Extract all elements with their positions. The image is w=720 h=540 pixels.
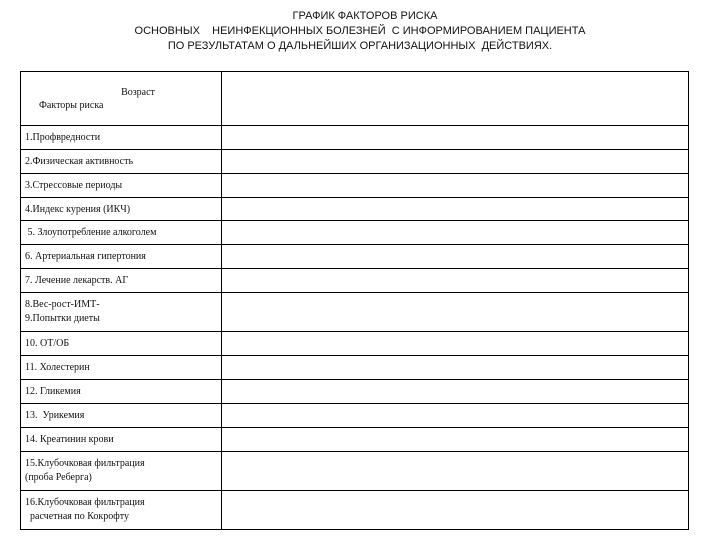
row-label: 5. Злоупотребление алкоголем xyxy=(21,221,222,245)
row-value-cell[interactable] xyxy=(222,491,689,530)
row-label: 11. Холестерин xyxy=(21,356,222,380)
row-value-cell[interactable] xyxy=(222,452,689,491)
row-value-cell[interactable] xyxy=(222,150,689,174)
table-row xyxy=(21,428,689,452)
row-label-secondary: (проба Реберга) xyxy=(25,472,92,483)
factors-label: Факторы риска xyxy=(39,99,104,111)
table-row xyxy=(21,380,689,404)
table-row xyxy=(21,332,689,356)
header-value-cell[interactable] xyxy=(222,72,689,126)
row-value-cell[interactable] xyxy=(222,428,689,452)
table-row xyxy=(21,491,689,530)
table-row xyxy=(21,269,689,293)
row-label: 12. Гликемия xyxy=(21,380,222,404)
row-label: 6. Артериальная гипертония xyxy=(21,245,222,269)
row-value-cell[interactable] xyxy=(222,293,689,332)
title-line-1: ГРАФИК ФАКТОРОВ РИСКА xyxy=(292,10,438,22)
table-row xyxy=(21,356,689,380)
row-label: 3.Стрессовые периоды xyxy=(21,174,222,198)
age-label: Возраст xyxy=(121,86,155,98)
risk-factors-table xyxy=(20,71,689,530)
row-value-cell[interactable] xyxy=(222,174,689,198)
row-label: 14. Креатинин крови xyxy=(21,428,222,452)
table-row xyxy=(21,221,689,245)
row-label: 4.Индекс курения (ИКЧ) xyxy=(21,198,222,221)
row-label: 2.Физическая активность xyxy=(21,150,222,174)
title-line-3: ПО РЕЗУЛЬТАТАМ О ДАЛЬНЕЙШИХ ОРГАНИЗАЦИОННЫХ ДЕЙСТВИЯХ. xyxy=(167,40,553,52)
title-line-2: ОСНОВНЫХ НЕИНФЕКЦИОННЫХ БОЛЕЗНЕЙ С ИНФОРМИРОВАНИЕМ ПАЦИЕНТА xyxy=(134,25,586,37)
row-value-cell[interactable] xyxy=(222,380,689,404)
header-cell xyxy=(21,72,222,126)
row-value-cell[interactable] xyxy=(222,126,689,150)
table-row xyxy=(21,404,689,428)
row-label: 10. ОТ/ОБ xyxy=(21,332,222,356)
table-row xyxy=(21,293,689,332)
row-label-secondary: 9.Попытки диеты xyxy=(25,313,100,324)
row-value-cell[interactable] xyxy=(222,221,689,245)
row-value-cell[interactable] xyxy=(222,198,689,221)
row-value-cell[interactable] xyxy=(222,332,689,356)
table-row xyxy=(21,126,689,150)
row-label: 1.Профвредности xyxy=(21,126,222,150)
row-label: 16.Клубочковая фильтрация xyxy=(25,497,145,508)
row-label: 15.Клубочковая фильтрация xyxy=(25,458,145,469)
table-row xyxy=(21,174,689,198)
row-label: 7. Лечение лекарств. АГ xyxy=(21,269,222,293)
table-row xyxy=(21,150,689,174)
row-label-multiline xyxy=(21,293,222,332)
row-label-multiline xyxy=(21,491,222,530)
table-row xyxy=(21,198,689,221)
row-label-secondary: расчетная по Кокрофту xyxy=(25,511,130,522)
table-row xyxy=(21,245,689,269)
row-label: 13. Урикемия xyxy=(21,404,222,428)
row-value-cell[interactable] xyxy=(222,269,689,293)
header-row xyxy=(21,72,689,126)
document-title xyxy=(0,9,720,54)
row-label: 8.Вес-рост-ИМТ- xyxy=(25,299,100,310)
row-label-multiline xyxy=(21,452,222,491)
row-value-cell[interactable] xyxy=(222,356,689,380)
row-value-cell[interactable] xyxy=(222,245,689,269)
row-value-cell[interactable] xyxy=(222,404,689,428)
table-row xyxy=(21,452,689,491)
